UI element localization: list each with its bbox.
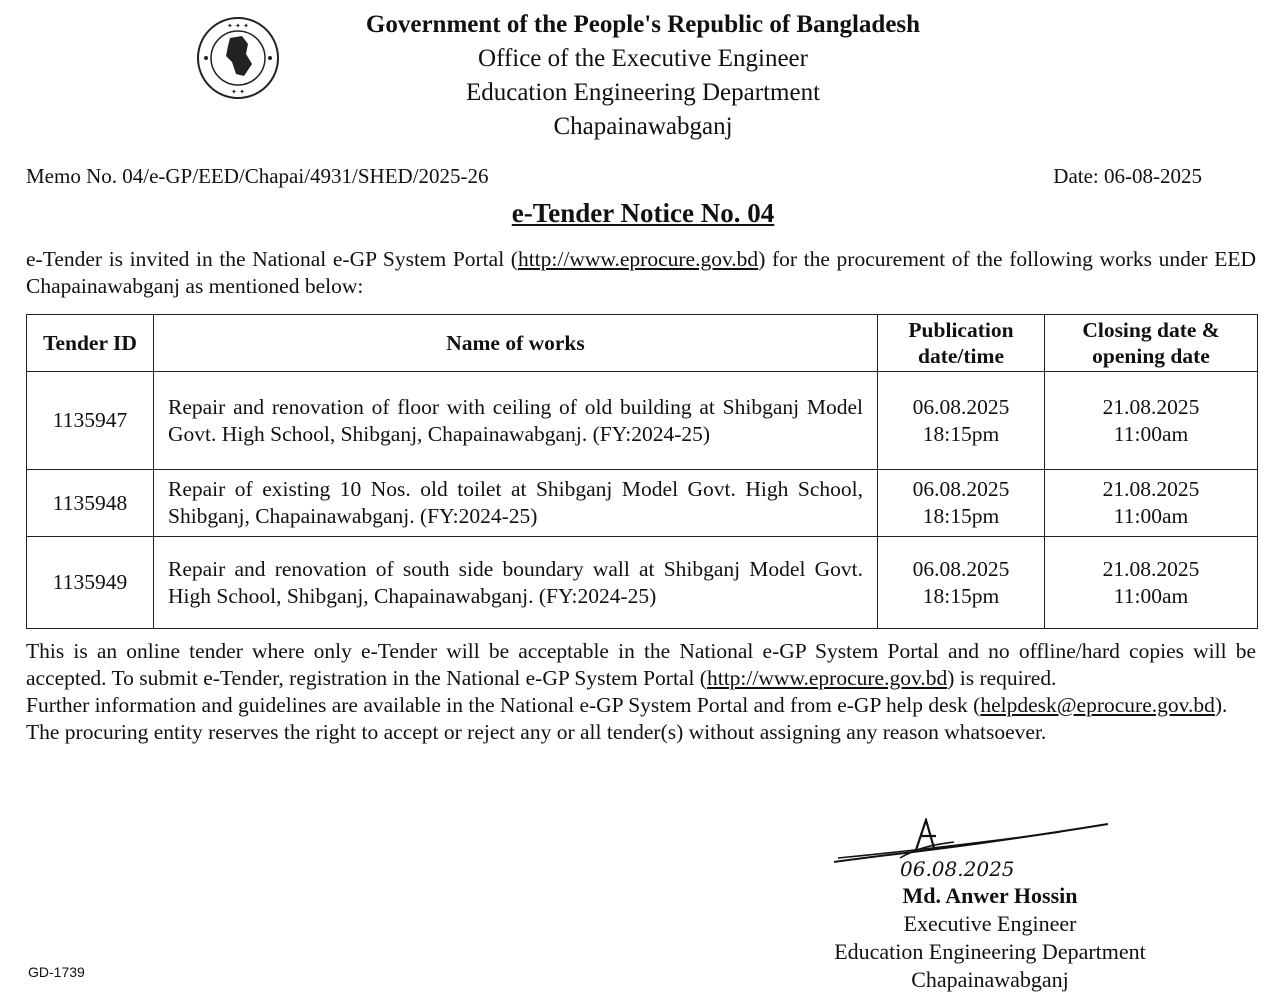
header-closing-date: Closing date & opening date — [1045, 315, 1258, 372]
para1-text-start: This is an online tender where only e-Tender will be acceptable in the National e-GP System Portal and no offline/hard copies will be accepted. To submit e-Tender, registration in the National e-GP System Portal ( — [26, 639, 1256, 690]
svg-text:✦ ✦ ✦: ✦ ✦ ✦ — [226, 22, 250, 30]
terms-section — [26, 638, 1256, 746]
publication-cell — [878, 537, 1045, 629]
svg-text:✦ ✦: ✦ ✦ — [231, 88, 245, 96]
signatory-name: Md. Anwer Hossin — [902, 883, 1078, 908]
signatory-designation: Executive Engineer — [903, 911, 1077, 936]
helpdesk-paragraph — [26, 692, 1256, 719]
closing-date: 21.08.2025 — [1102, 394, 1200, 419]
signature-block — [740, 882, 1240, 994]
opening-time: 11:00am — [1113, 421, 1189, 446]
publication-time: 18:15pm — [922, 421, 1000, 446]
para1-text-end: ) is required. — [947, 666, 1057, 690]
intro-text-start: e-Tender is invited in the National e-GP System Portal ( — [26, 247, 518, 271]
notice-title-text: e-Tender Notice No. 04 — [511, 198, 775, 228]
office-name: Office of the Executive Engineer — [478, 45, 808, 72]
work-name-cell: Repair and renovation of floor with ceiling of old building at Shibganj Model Govt. High School, Shibganj, Chapainawabganj. (FY:2024-25) — [154, 372, 878, 470]
publication-date: 06.08.2025 — [912, 477, 1010, 501]
closing-date: 21.08.2025 — [1102, 556, 1200, 581]
memo-number: Memo No. 04/e-GP/EED/Chapai/4931/SHED/2025-26 — [26, 164, 489, 188]
publication-date: 06.08.2025 — [912, 394, 1010, 419]
publication-time: 18:15pm — [922, 504, 1000, 528]
table-row — [27, 470, 1258, 537]
header-tender-id: Tender ID — [27, 315, 154, 372]
tender-id-cell: 1135948 — [27, 470, 154, 537]
online-tender-paragraph — [26, 638, 1256, 692]
signatory-department: Education Engineering Department — [834, 939, 1146, 964]
tender-table — [26, 314, 1258, 629]
tender-id-cell: 1135947 — [27, 372, 154, 470]
closing-cell — [1045, 372, 1258, 470]
government-seal-logo — [196, 16, 280, 100]
letterhead — [300, 8, 986, 144]
para2-text-start: Further information and guidelines are available in the National e-GP System Portal and from e-GP help desk ( — [26, 693, 981, 717]
publication-cell — [878, 372, 1045, 470]
intro-text-end: ) for the procurement of the following works under EED Chapainawabganj as mentioned below: — [26, 247, 1256, 298]
opening-time: 11:00am — [1113, 583, 1189, 608]
table-row — [27, 537, 1258, 629]
memo-row — [26, 164, 1202, 189]
department-name: Education Engineering Department — [465, 79, 821, 106]
footer-code: GD-1739 — [28, 964, 85, 980]
para2-text-end: ). — [1214, 693, 1228, 717]
table-row — [27, 372, 1258, 470]
work-name-cell: Repair and renovation of south side boundary wall at Shibganj Model Govt. High School, Shibganj, Chapainawabganj. (FY:2024-25) — [154, 537, 878, 629]
memo-date: Date: 06-08-2025 — [1053, 164, 1202, 188]
district-name: Chapainawabganj — [553, 113, 733, 140]
closing-cell — [1045, 537, 1258, 629]
eprocure-link[interactable]: http://www.eprocure.gov.bd — [706, 666, 948, 690]
closing-cell — [1045, 470, 1258, 537]
closing-date: 21.08.2025 — [1102, 477, 1200, 501]
publication-date: 06.08.2025 — [912, 556, 1010, 581]
publication-cell — [878, 470, 1045, 537]
table-header-row — [27, 315, 1258, 372]
header-name-of-works: Name of works — [154, 315, 878, 372]
tender-id-cell: 1135949 — [27, 537, 154, 629]
eprocure-link[interactable]: http://www.eprocure.gov.bd — [517, 247, 759, 271]
handwritten-signature — [830, 818, 1114, 884]
publication-time: 18:15pm — [922, 583, 1000, 608]
work-name-cell: Repair of existing 10 Nos. old toilet at Shibganj Model Govt. High School, Shibganj, Chapainawabganj. (FY:2024-25) — [154, 470, 878, 537]
notice-title — [0, 198, 1286, 229]
signatory-district: Chapainawabganj — [911, 967, 1069, 992]
helpdesk-email-link[interactable]: helpdesk@eprocure.gov.bd — [980, 693, 1215, 717]
intro-paragraph — [26, 246, 1256, 300]
header-publication-date: Publication date/time — [878, 315, 1045, 372]
opening-time: 11:00am — [1113, 504, 1189, 528]
svg-text:06.08.2025: 06.08.2025 — [900, 857, 1015, 881]
rights-paragraph: The procuring entity reserves the right to accept or reject any or all tender(s) without assigning any reason whatsoever. — [26, 720, 1047, 744]
government-title: Government of the People's Republic of Bangladesh — [365, 11, 921, 38]
